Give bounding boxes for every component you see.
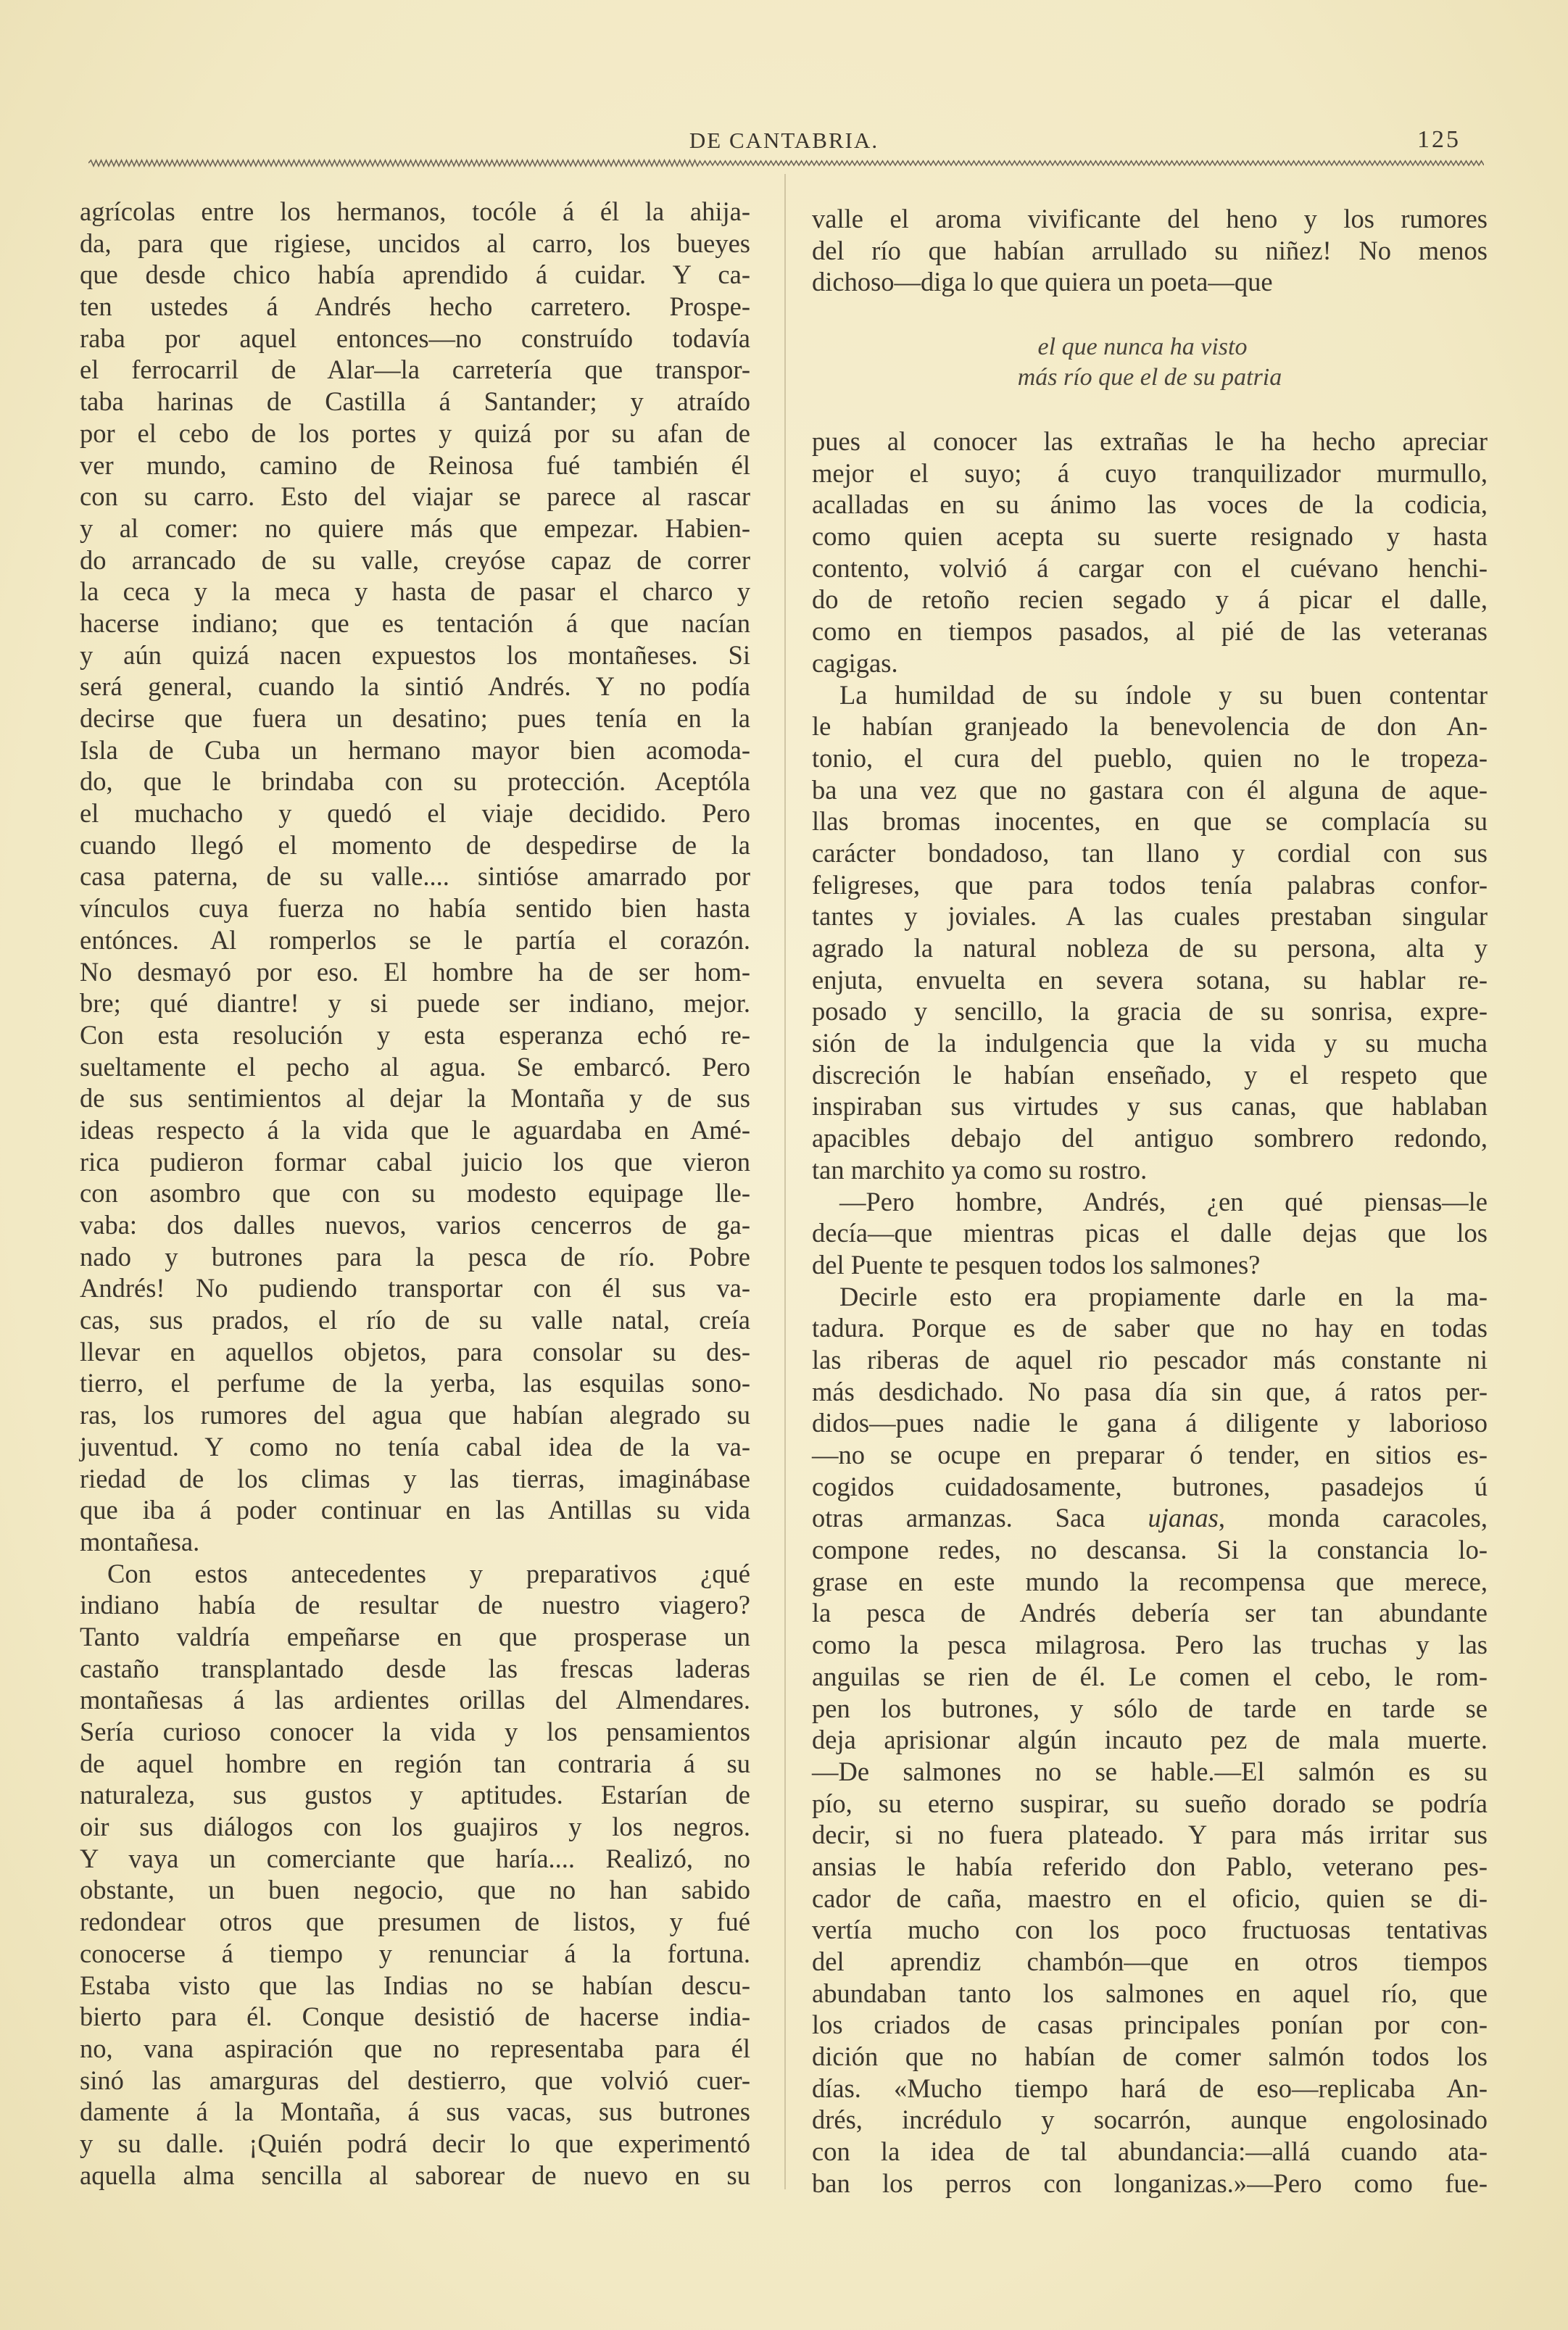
text-line: naturaleza, sus gustos y aptitudes. Estarían de xyxy=(80,1780,750,1810)
text-line: contento, volvió á cargar con el cuévano henchi- xyxy=(812,552,1488,583)
text-line: como la pesca milagrosa. Pero las truchas y las xyxy=(812,1630,1488,1660)
text-line: pío, su eterno suspirar, su sueño dorado se podría xyxy=(812,1788,1488,1818)
text-line: oir sus diálogos con los guajiros y los negros. xyxy=(80,1812,750,1842)
text-line: montañesa. xyxy=(80,1526,200,1556)
text-line: raba por aquel entonces—no construído todavía xyxy=(80,323,750,353)
text-line: ideas respecto á la vida que le aguardaba en Amé- xyxy=(80,1114,750,1145)
text-line: y al comer: no quiere más que empezar. Habien- xyxy=(80,513,750,543)
text-line: rica pudieron formar cabal juicio los que vieron xyxy=(80,1146,750,1177)
text-line: tan marchito ya como su rostro. xyxy=(812,1154,1148,1185)
text-line: hacerse indiano; que es tentación á que nacían xyxy=(80,608,750,638)
text-line: cagigas. xyxy=(812,647,898,678)
text-line: acalladas en su ánimo las voces de la codicia, xyxy=(812,489,1488,520)
text-line: redondear otros que presumen de listos, y fué xyxy=(80,1907,750,1937)
text-line: agrícolas entre los hermanos, tocóle á él la ahija- xyxy=(80,196,750,226)
text-line: casa paterna, de su valle.... sintióse amarrado por xyxy=(80,861,750,892)
text-line: La humildad de su índole y su buen contentar xyxy=(839,679,1488,710)
text-line: obstante, un buen negocio, que no han sabido xyxy=(80,1875,750,1905)
text-line: será general, cuando la sintió Andrés. Y no podía xyxy=(80,671,750,702)
text-line: drés, incrédulo y socarrón, aunque engolosinado xyxy=(812,2105,1488,2135)
text-line: Sería curioso conocer la vida y los pensamientos xyxy=(80,1717,750,1746)
text-line: —De salmones no se hable.—El salmón es su xyxy=(812,1756,1488,1786)
text-line: —no se ocupe en preparar ó tender, en sitios es- xyxy=(812,1440,1488,1469)
text-line: Con estos antecedentes y preparativos ¿qué xyxy=(107,1558,750,1588)
text-line: tonio, el cura del pueblo, quien no le tropeza- xyxy=(812,742,1488,773)
text-line: ten ustedes á Andrés hecho carretero. Prospe- xyxy=(80,291,750,322)
text-line: con su carro. Esto del viajar se parece al rascar xyxy=(80,481,750,512)
right-column-opening xyxy=(812,203,1488,298)
text-line: cogidos cuidadosamente, butrones, pasadejos ú xyxy=(812,1471,1488,1501)
text-line: como en tiempos pasados, al pié de las veteranas xyxy=(812,616,1488,647)
text-line: posado y sencillo, la gracia de su sonrisa, expre- xyxy=(812,996,1488,1027)
text-line: y su dalle. ¡Quién podrá decir lo que experimentó xyxy=(80,2128,750,2158)
text-line: deja aprisionar algún incauto pez de mala muerte. xyxy=(812,1725,1488,1755)
text-line: le habían granjeado la benevolencia de don An- xyxy=(812,711,1488,742)
text-line: didos—pues nadie le gana á diligente y laborioso xyxy=(812,1408,1488,1438)
text-line: Andrés! No pudiendo transportar con él sus va- xyxy=(80,1273,750,1303)
running-title: DE CANTABRIA. xyxy=(689,128,879,153)
page-number: 125 xyxy=(1417,126,1461,153)
wavy-header-rule xyxy=(88,158,1484,168)
verse-line: más río que el de su patria xyxy=(1017,364,1282,391)
text-line: decirse que fuera un desatino; pues tenía en la xyxy=(80,703,750,733)
text-line: más desdichado. No pasa día sin que, á ratos per- xyxy=(812,1376,1488,1406)
text-line: vaba: dos dalles nuevos, varios cencerros de ga- xyxy=(80,1210,750,1240)
text-line: de sus sentimientos al dejar la Montaña y de sus xyxy=(80,1083,750,1114)
text-line: que iba á poder continuar en las Antillas su vida xyxy=(80,1495,750,1525)
text-line: No desmayó por eso. El hombre ha de ser hom- xyxy=(80,956,750,987)
text-line: de aquel hombre en región tan contraria á su xyxy=(80,1748,750,1778)
text-line: compone redes, no descansa. Si la constancia lo- xyxy=(812,1535,1488,1565)
text-line: enjuta, envuelta en severa sotana, su hablar re- xyxy=(812,964,1488,995)
text-line: tierro, el perfume de la yerba, las esquilas sono- xyxy=(80,1368,750,1398)
text-line: y aún quizá nacen expuestos los montañeses. Si xyxy=(80,639,750,670)
text-line: sión de la indulgencia que la vida y su mucha xyxy=(812,1028,1488,1058)
text-line: ba una vez que no gastara con él alguna de aque- xyxy=(812,774,1488,805)
text-line: Y vaya un comerciante que haría.... Realizó, no xyxy=(80,1843,750,1873)
text-line: riedad de los climas y las tierras, imaginábase xyxy=(80,1463,750,1493)
text-line: cuando llegó el momento de despedirse de la xyxy=(80,829,750,860)
text-line: el muchacho y quedó el viaje decidido. Pero xyxy=(80,798,750,829)
text-line: nado y butrones para la pesca de río. Pobre xyxy=(80,1241,750,1272)
text-line: carácter bondadoso, tan llano y cordial con sus xyxy=(812,837,1488,868)
text-line: con asombro que con su modesto equipage lle- xyxy=(80,1178,750,1208)
text-line xyxy=(812,1502,1488,1534)
text-line: pues al conocer las extrañas le ha hecho apreciar xyxy=(812,426,1488,456)
text-line: del río que habían arrullado su niñez! No menos xyxy=(812,235,1488,265)
text-line: ver mundo, camino de Reinosa fué también él xyxy=(80,449,750,480)
text-line: como quien acepta su suerte resignado y hasta xyxy=(812,521,1488,552)
text-line: damente á la Montaña, á sus vacas, sus butrones xyxy=(80,2097,750,2127)
text-line: llevar en aquellos objetos, para consolar su des- xyxy=(80,1336,750,1367)
text-line: do arrancado de su valle, creyóse capaz de correr xyxy=(80,544,750,575)
text-line: la ceca y la meca y hasta de pasar el charco y xyxy=(80,576,750,607)
text-line: do, que le brindaba con su protección. Aceptóla xyxy=(80,766,750,797)
text-line: castaño transplantado desde las frescas laderas xyxy=(80,1653,750,1683)
text-line: que desde chico había aprendido á cuidar. Y ca- xyxy=(80,260,750,290)
text-line: mejor el suyo; á cuyo tranquilizador murmullo, xyxy=(812,457,1488,488)
text-line: vínculos cuya fuerza no había sentido bien hasta xyxy=(80,893,750,924)
text-line: da, para que rigiese, uncidos al carro, los bueyes xyxy=(80,228,750,258)
text-line: tantes y joviales. A las cuales prestaban singular xyxy=(812,901,1488,932)
text-line: Tanto valdría empeñarse en que prosperase un xyxy=(80,1621,750,1651)
text-line: taba harinas de Castilla á Santander; y atraído xyxy=(80,386,750,417)
text-line: vertía mucho con los poco fructuosas tentativas xyxy=(812,1915,1488,1945)
verse-quote xyxy=(812,332,1488,393)
text-line: bre; qué diantre! y si puede ser indiano, mejor. xyxy=(80,988,750,1019)
text-line: agrado la natural nobleza de su persona, alta y xyxy=(812,933,1488,963)
text-line: ansias le había referido don Pablo, veterano pes- xyxy=(812,1851,1488,1881)
text-line: juventud. Y como no tenía cabal idea de la va- xyxy=(80,1431,750,1462)
text-line: Isla de Cuba un hermano mayor bien acomoda- xyxy=(80,734,750,765)
text-line: —Pero hombre, Andrés, ¿en qué piensas—le xyxy=(839,1186,1488,1216)
text-line: las riberas de aquel rio pescador más constante ni xyxy=(812,1344,1488,1375)
text-line: conocerse á tiempo y renunciar á la fortuna. xyxy=(80,1938,750,1968)
verse-line: el que nunca ha visto xyxy=(1037,333,1248,360)
text-line: Con esta resolución y esta esperanza echó re- xyxy=(80,1019,750,1050)
text-line: ban los perros con longanizas.»—Pero como fue- xyxy=(812,2168,1488,2198)
text-line: cas, sus prados, el río de su valle natal, creía xyxy=(80,1305,750,1335)
right-column xyxy=(812,426,1488,2200)
text-line: del Puente te pesquen todos los salmones? xyxy=(812,1249,1261,1280)
text-line: ras, los rumores del agua que habían alegrado su xyxy=(80,1400,750,1430)
text-line: abundaban tanto los salmones en aquel río, que xyxy=(812,1978,1488,2008)
text-line: días. «Mucho tiempo hará de eso—replicaba An- xyxy=(812,2073,1488,2103)
text-line: sueltamente el pecho al agua. Se embarcó. Pero xyxy=(80,1051,750,1082)
text-line: aquella alma sencilla al saborear de nuevo en su xyxy=(80,2160,750,2190)
text-line: no, vana aspiración que no representaba para él xyxy=(80,2033,750,2063)
text-line: por el cebo de los portes y quizá por su afan de xyxy=(80,418,750,448)
text-line: inspiraban sus virtudes y sus canas, que hablaban xyxy=(812,1091,1488,1122)
text-line: dición que no habían de comer salmón todos los xyxy=(812,2041,1488,2072)
text-line: el ferrocarril de Alar—la carretería que transpor- xyxy=(80,355,750,385)
italic-word: ujanas xyxy=(1148,1503,1219,1533)
text-line: anguilas se rien de él. Le comen el cebo, le rom- xyxy=(812,1661,1488,1691)
text-line: apacibles debajo del antiguo sombrero redondo, xyxy=(812,1123,1488,1153)
text-line: la pesca de Andrés debería ser tan abundante xyxy=(812,1598,1488,1628)
text-line: llas bromas inocentes, en que se complacía su xyxy=(812,806,1488,837)
text-fragment: otras armanzas. Saca xyxy=(812,1503,1148,1533)
text-line: tadura. Porque es de saber que no hay en todas xyxy=(812,1313,1488,1343)
text-line: decía—que mientras picas el dalle dejas que los xyxy=(812,1218,1488,1248)
text-line: Decirle esto era propiamente darle en la ma- xyxy=(839,1281,1488,1311)
text-fragment: , monda caracoles, xyxy=(1218,1503,1488,1533)
text-line: sinó las amarguras del destierro, que volvió cuer- xyxy=(80,2065,750,2095)
text-line: feligreses, que para todos tenía palabras confor- xyxy=(812,869,1488,900)
text-line: grase en este mundo la recompensa que merece, xyxy=(812,1566,1488,1596)
text-line: decir, si no fuera plateado. Y para más irritar sus xyxy=(812,1820,1488,1850)
text-line: discreción le habían enseñado, y el respeto que xyxy=(812,1059,1488,1090)
text-line: bierto para él. Conque desistió de hacerse india- xyxy=(80,2002,750,2032)
text-line: Estaba visto que las Indias no se habían descu- xyxy=(80,1970,750,2000)
text-line: pen los butrones, y sólo de tarde en tarde se xyxy=(812,1693,1488,1723)
column-divider xyxy=(784,174,786,2189)
text-line: do de retoño recien segado y á picar el dalle, xyxy=(812,584,1488,615)
text-line: con la idea de tal abundancia:—allá cuando ata- xyxy=(812,2136,1488,2167)
text-line: del aprendiz chambón—que en otros tiempos xyxy=(812,1946,1488,1976)
text-line: los criados de casas principales ponían por con- xyxy=(812,2010,1488,2040)
text-line: valle el aroma vivificante del heno y los rumores xyxy=(812,204,1488,233)
text-line: entónces. Al romperlos se le partía el corazón. xyxy=(80,924,750,955)
text-line: cador de caña, maestro en el oficio, quien se di- xyxy=(812,1883,1488,1913)
left-column xyxy=(80,196,750,2191)
text-line: montañesas á las ardientes orillas del Almendares. xyxy=(80,1685,750,1715)
text-line: dichoso—diga lo que quiera un poeta—que xyxy=(812,267,1273,297)
text-line: indiano había de resultar de nuestro viagero? xyxy=(80,1590,750,1620)
